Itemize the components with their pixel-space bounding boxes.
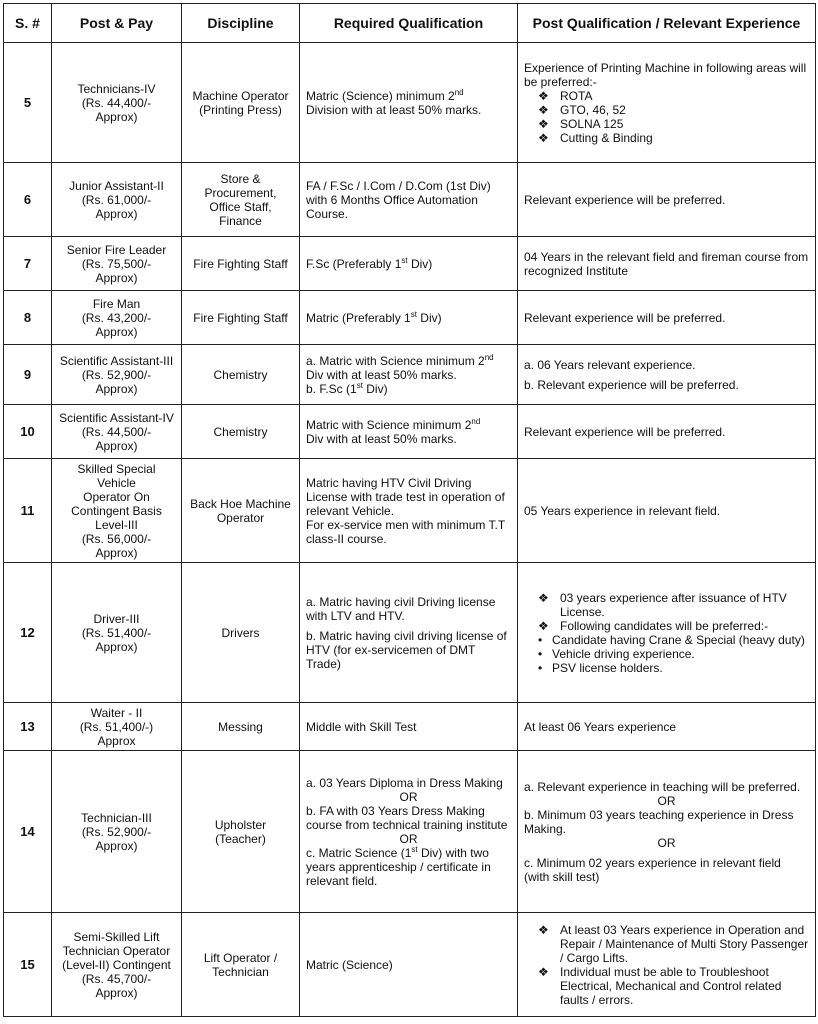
diamond-bullet-icon: ❖ xyxy=(538,88,549,103)
serial-number: 14 xyxy=(4,751,52,913)
table-row xyxy=(4,163,816,237)
post-line: (Rs. 51,400/- xyxy=(81,625,152,640)
list-item xyxy=(524,923,809,965)
list-item xyxy=(524,965,809,1007)
serial-number: 7 xyxy=(4,237,52,291)
post-line: (Rs. 43,200/- xyxy=(81,310,152,325)
discipline-cell: Chemistry xyxy=(182,345,300,405)
discipline-line: Back Hoe Machine xyxy=(190,496,291,511)
header-required-qualification: Required Qualification xyxy=(300,4,518,43)
qualification-text: Div with at least 50% marks. xyxy=(306,367,457,382)
post-line: (Rs. 45,700/- xyxy=(81,971,152,986)
table-row xyxy=(4,291,816,345)
discipline-line: (Teacher) xyxy=(215,831,266,846)
experience-text: c. Minimum 02 years experience in relevant field (with skill test) xyxy=(524,855,781,884)
or-separator: OR xyxy=(657,835,676,850)
list-item xyxy=(524,661,809,675)
list-item xyxy=(524,131,809,145)
superscript: nd xyxy=(484,352,494,362)
discipline-line: (Printing Press) xyxy=(199,102,282,117)
discipline-cell: Fire Fighting Staff xyxy=(182,237,300,291)
post-line: (Level-II) Contingent xyxy=(62,957,171,972)
experience-cell xyxy=(518,563,816,703)
discipline-line: Lift Operator / xyxy=(203,950,278,965)
discipline-line: Office Staff, xyxy=(209,199,272,214)
post-line: (Rs. 61,000/- xyxy=(81,192,152,207)
experience-cell xyxy=(518,913,816,1017)
post-line: (Rs. 44,500/- xyxy=(81,424,152,439)
serial-number: 9 xyxy=(4,345,52,405)
qualification-text: Div with at least 50% marks. xyxy=(306,431,457,446)
list-item-text: GTO, 46, 52 xyxy=(560,102,626,117)
qualification-cell: Middle with Skill Test xyxy=(300,703,518,751)
list-item xyxy=(524,591,809,619)
dot-bullet-icon: • xyxy=(538,660,543,675)
post-pay-cell xyxy=(52,345,182,405)
superscript: st xyxy=(356,380,363,390)
table-row xyxy=(4,563,816,703)
post-pay-cell xyxy=(52,459,182,563)
qualification-text: Matric (Science) minimum 2 xyxy=(306,88,455,103)
post-pay-cell xyxy=(52,43,182,163)
discipline-cell xyxy=(182,913,300,1017)
post-line: Approx) xyxy=(95,206,138,221)
table-row xyxy=(4,237,816,291)
qualification-line xyxy=(306,846,511,888)
post-line: Senior Fire Leader xyxy=(66,242,167,257)
post-pay-cell xyxy=(52,751,182,913)
post-line: Technician-III xyxy=(81,810,152,825)
discipline-cell xyxy=(182,43,300,163)
post-line: Approx) xyxy=(95,639,138,654)
superscript: st xyxy=(410,309,417,319)
experience-cell: 05 Years experience in relevant field. xyxy=(518,459,816,563)
post-line: Approx xyxy=(97,733,136,748)
post-line: Scientific Assistant-III xyxy=(59,353,174,368)
experience-cell xyxy=(518,345,816,405)
list-item-text: Individual must be able to Troubleshoot Electrical, Mechanical and Control related faults / errors. xyxy=(560,964,782,1007)
discipline-cell: Fire Fighting Staff xyxy=(182,291,300,345)
experience-cell: Relevant experience will be preferred. xyxy=(518,163,816,237)
table-row xyxy=(4,405,816,459)
discipline-line: Technician xyxy=(212,964,269,979)
list-item-text: Vehicle driving experience. xyxy=(552,646,695,661)
post-line: Fire Man xyxy=(92,296,141,311)
discipline-line: Procurement, xyxy=(204,185,277,200)
or-separator: OR xyxy=(399,831,418,846)
qualification-cell xyxy=(300,237,518,291)
post-line: Driver-III xyxy=(93,611,140,626)
superscript: nd xyxy=(471,416,481,426)
discipline-cell xyxy=(182,459,300,563)
post-line: Approx) xyxy=(95,270,138,285)
list-item-text: 03 years experience after issuance of HTV License. xyxy=(560,590,787,619)
post-line: Operator On xyxy=(83,489,150,504)
post-line: Approx) xyxy=(95,381,138,396)
post-line: Approx) xyxy=(95,545,138,560)
post-line: Contingent Basis xyxy=(71,503,162,518)
list-item xyxy=(524,117,809,131)
post-pay-cell xyxy=(52,163,182,237)
list-item xyxy=(524,633,809,647)
post-line: Approx) xyxy=(95,109,138,124)
experience-text: b. Relevant experience will be preferred. xyxy=(524,377,739,392)
serial-number: 8 xyxy=(4,291,52,345)
list-item-text: SOLNA 125 xyxy=(560,116,624,131)
post-line: (Rs. 52,900/- xyxy=(81,824,152,839)
discipline-cell xyxy=(182,163,300,237)
diamond-bullet-icon: ❖ xyxy=(538,964,549,979)
list-item-text: At least 03 Years experience in Operation and Repair / Maintenance of Multi Story Passenger / Cargo Lifts. xyxy=(560,922,809,965)
header-sno: S. # xyxy=(4,4,52,43)
post-pay-cell xyxy=(52,237,182,291)
qualification-text: Division with at least 50% marks. xyxy=(306,102,482,117)
experience-text: b. Minimum 03 years teaching experience in Dress Making. xyxy=(524,807,794,836)
qualification-text: a. Matric having civil Driving license with LTV and HTV. xyxy=(306,594,496,623)
post-line: Technicians-IV xyxy=(77,81,156,96)
post-line: Technician Operator xyxy=(62,943,171,958)
discipline-line: Upholster xyxy=(214,817,267,832)
table-row xyxy=(4,345,816,405)
post-line: (Rs. 44,400/- xyxy=(81,95,152,110)
qualification-cell xyxy=(300,751,518,913)
qualification-cell xyxy=(300,563,518,703)
list-item-text: Candidate having Crane & Special (heavy duty) xyxy=(552,632,805,647)
discipline-line: Operator xyxy=(216,510,265,525)
post-line: Junior Assistant-II xyxy=(69,178,164,193)
post-line: Skilled Special Vehicle xyxy=(77,461,156,490)
discipline-cell: Drivers xyxy=(182,563,300,703)
or-separator: OR xyxy=(657,793,676,808)
table-row xyxy=(4,913,816,1017)
dot-bullet-icon: • xyxy=(538,632,543,647)
post-line: (Rs. 52,900/- xyxy=(81,367,152,382)
superscript: st xyxy=(411,844,418,854)
discipline-line: Finance xyxy=(219,213,262,228)
diamond-bullet-icon: ❖ xyxy=(538,590,549,605)
header-post-qualification: Post Qualification / Relevant Experience xyxy=(518,4,816,43)
qualification-text: b. FA with 03 Years Dress Making course from technical training institute xyxy=(306,803,508,832)
post-pay-cell xyxy=(52,405,182,459)
serial-number: 5 xyxy=(4,43,52,163)
qualification-text: a. Matric with Science minimum 2 xyxy=(306,353,485,368)
discipline-line: Store & xyxy=(220,171,261,186)
diamond-bullet-icon: ❖ xyxy=(538,922,549,937)
serial-number: 6 xyxy=(4,163,52,237)
serial-number: 10 xyxy=(4,405,52,459)
qualification-text: Div) with two years apprenticeship / certificate in relevant field. xyxy=(306,845,491,888)
diamond-bullet-icon: ❖ xyxy=(538,102,549,117)
table-row xyxy=(4,43,816,163)
experience-cell: 04 Years in the relevant field and fireman course from recognized Institute xyxy=(518,237,816,291)
qualification-line xyxy=(306,382,511,396)
list-item xyxy=(524,647,809,661)
qualification-text: Div) xyxy=(362,381,388,396)
table-row xyxy=(4,703,816,751)
experience-cell: Relevant experience will be preferred. xyxy=(518,291,816,345)
qualification-text: c. Matric Science (1 xyxy=(306,845,412,860)
diamond-bullet-icon: ❖ xyxy=(538,116,549,131)
post-line: Scientific Assistant-IV xyxy=(59,410,174,425)
dot-bullet-icon: • xyxy=(538,646,543,661)
superscript: nd xyxy=(454,87,464,97)
post-pay-cell xyxy=(52,291,182,345)
post-line: Approx) xyxy=(95,438,138,453)
discipline-cell: Messing xyxy=(182,703,300,751)
serial-number: 13 xyxy=(4,703,52,751)
qualification-text: Matric (Preferably 1 xyxy=(306,310,411,325)
qualification-text: Matric having HTV Civil Driving License with trade test in operation of relevant Vehicle. xyxy=(306,475,505,518)
qualification-text: b. Matric having civil driving license of HTV (for ex-servicemen of DMT Trade) xyxy=(306,628,507,671)
discipline-cell xyxy=(182,751,300,913)
qualification-cell: FA / F.Sc / I.Com / D.Com (1st Div) with 6 Months Office Automation Course. xyxy=(300,163,518,237)
qualification-cell: Matric (Science) xyxy=(300,913,518,1017)
diamond-bullet-icon: ❖ xyxy=(538,618,549,633)
qualification-text: Div) xyxy=(407,256,433,271)
list-item-text: Cutting & Binding xyxy=(560,130,653,145)
post-line: Waiter - II xyxy=(90,705,143,720)
post-line: Approx) xyxy=(95,838,138,853)
qualification-text: b. F.Sc (1 xyxy=(306,381,357,396)
post-line: (Rs. 75,500/- xyxy=(81,256,152,271)
post-line: Level-III xyxy=(95,517,138,532)
post-line: (Rs. 56,000/- xyxy=(81,531,152,546)
qualification-text: Div) xyxy=(416,310,442,325)
discipline-line: Machine Operator xyxy=(192,88,289,103)
post-pay-cell xyxy=(52,913,182,1017)
list-item xyxy=(524,89,809,103)
discipline-cell: Chemistry xyxy=(182,405,300,459)
post-pay-cell xyxy=(52,563,182,703)
diamond-bullet-icon: ❖ xyxy=(538,130,549,145)
post-line: (Rs. 51,400/-) xyxy=(79,719,154,734)
experience-text: Experience of Printing Machine in following areas will be preferred:- xyxy=(524,60,807,89)
qualification-text: For ex-service men with minimum T.T class-II course. xyxy=(306,517,505,546)
serial-number: 15 xyxy=(4,913,52,1017)
qualification-text: Matric with Science minimum 2 xyxy=(306,417,472,432)
header-post-pay: Post & Pay xyxy=(52,4,182,43)
experience-cell: At least 06 Years experience xyxy=(518,703,816,751)
experience-cell xyxy=(518,751,816,913)
list-item-text: ROTA xyxy=(560,88,593,103)
list-item-text: Following candidates will be preferred:- xyxy=(560,618,769,633)
list-item xyxy=(524,103,809,117)
header-discipline: Discipline xyxy=(182,4,300,43)
qualification-cell xyxy=(300,459,518,563)
table-row xyxy=(4,751,816,913)
post-pay-cell xyxy=(52,703,182,751)
serial-number: 12 xyxy=(4,563,52,703)
qualification-cell xyxy=(300,291,518,345)
experience-cell xyxy=(518,43,816,163)
post-line: Approx) xyxy=(95,324,138,339)
qualification-text: F.Sc (Preferably 1 xyxy=(306,256,402,271)
qualification-cell xyxy=(300,43,518,163)
list-item xyxy=(524,619,809,633)
jobs-table xyxy=(3,3,816,1017)
experience-cell: Relevant experience will be preferred. xyxy=(518,405,816,459)
table-row xyxy=(4,459,816,563)
experience-text: a. 06 Years relevant experience. xyxy=(524,357,696,372)
serial-number: 11 xyxy=(4,459,52,563)
list-item-text: PSV license holders. xyxy=(552,660,663,675)
header-row xyxy=(4,4,816,43)
experience-text: a. Relevant experience in teaching will be preferred. xyxy=(524,779,801,794)
qualification-cell xyxy=(300,345,518,405)
post-line: Semi-Skilled Lift xyxy=(73,929,160,944)
qualification-cell xyxy=(300,405,518,459)
superscript: st xyxy=(401,255,408,265)
post-line: Approx) xyxy=(95,985,138,1000)
or-separator: OR xyxy=(399,789,418,804)
qualification-text: a. 03 Years Diploma in Dress Making xyxy=(306,775,503,790)
